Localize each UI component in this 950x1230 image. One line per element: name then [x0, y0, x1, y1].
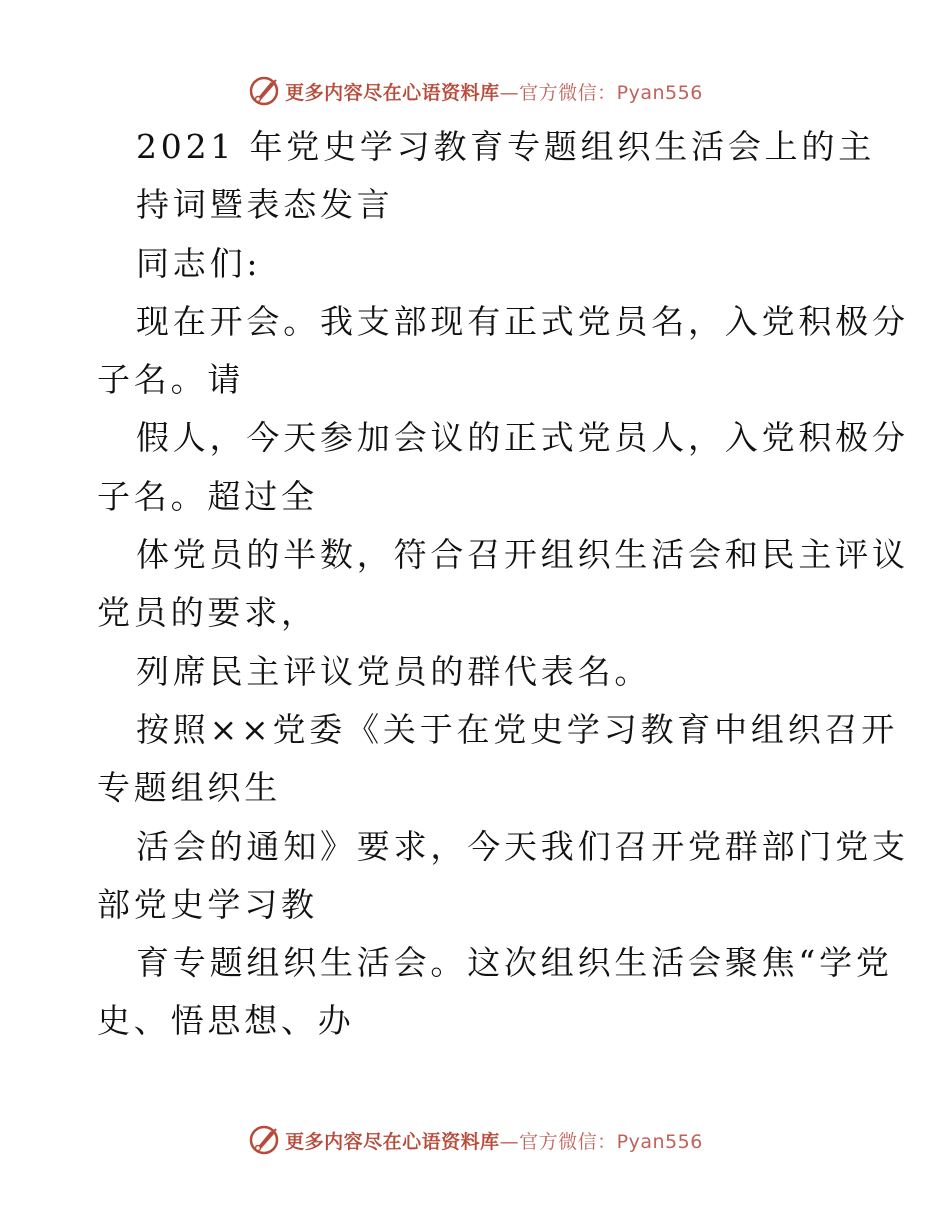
quill-logo-icon	[247, 1123, 281, 1157]
paragraph-line: 子名。请	[97, 360, 245, 400]
paragraph-line: 按照××党委《关于在党史学习教育中组织召开	[136, 709, 899, 749]
watermark-sub-text: —官方微信：Pyan556	[499, 1130, 703, 1153]
watermark-main-text: 更多内容尽在心语资料库	[285, 1130, 500, 1153]
paragraph-line: 现在开会。我支部现有正式党员名，入党积极分	[136, 301, 909, 341]
document-body	[97, 118, 909, 1051]
quill-logo-icon	[247, 74, 281, 108]
header-watermark	[0, 71, 950, 111]
watermark-main-text: 更多内容尽在心语资料库	[285, 81, 500, 104]
paragraph-line: 史、悟思想、办	[97, 1001, 355, 1041]
paragraph-line: 专题组织生	[97, 768, 281, 808]
paragraph-line: 党员的要求，	[97, 593, 318, 633]
title-line-2: 持词暨表态发言	[136, 185, 394, 225]
paragraph-line: 子名。超过全	[97, 476, 318, 516]
paragraph-line: 体党员的半数，符合召开组织生活会和民主评议	[136, 535, 909, 575]
footer-watermark	[0, 1120, 950, 1160]
paragraph-line: 活会的通知》要求，今天我们召开党群部门党支	[136, 826, 909, 866]
watermark-sub-text: —官方微信：Pyan556	[499, 81, 703, 104]
paragraph-line: 育专题组织生活会。这次组织生活会聚焦“学党	[136, 943, 893, 983]
title-line-1: 2021 年党史学习教育专题组织生活会上的主	[136, 127, 876, 166]
paragraph-line: 部党史学习教	[97, 884, 318, 924]
paragraph-line: 列席民主评议党员的群代表名。	[136, 651, 652, 691]
paragraph-line: 假人，今天参加会议的正式党员人，入党积极分	[136, 418, 909, 458]
salutation: 同志们:	[136, 243, 262, 283]
